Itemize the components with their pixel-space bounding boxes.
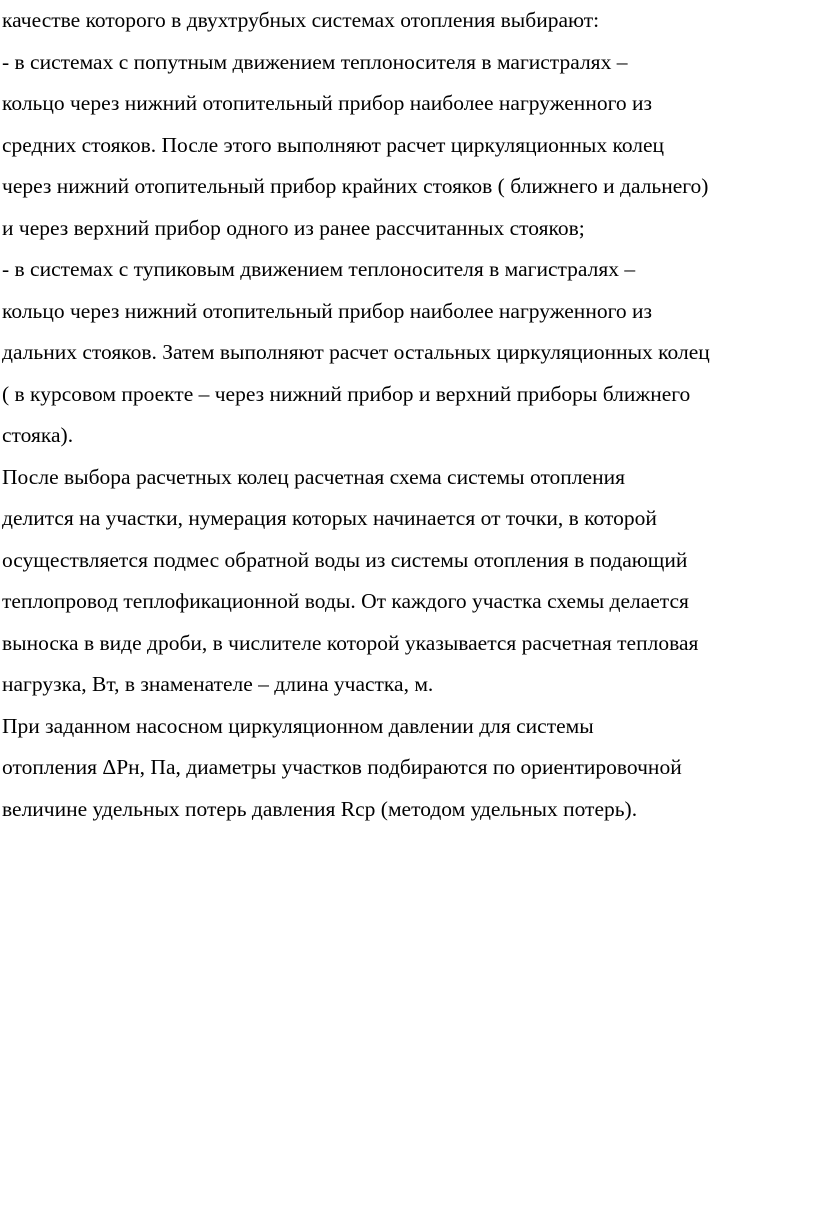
text-line: теплопровод теплофикационной воды. От каждого участка схемы делается xyxy=(2,589,689,613)
text-line: отопления ΔPн, Па, диаметры участков подбираются по ориентировочной xyxy=(2,755,682,779)
text-line: кольцо через нижний отопительный прибор наиболее нагруженного из xyxy=(2,298,652,323)
text-line: При заданном насосном циркуляционном давлении для системы xyxy=(2,713,594,738)
text-line: качестве которого в двухтрубных системах отопления выбирают: xyxy=(2,8,600,32)
text-line: осуществляется подмес обратной воды из системы отопления в подающий xyxy=(2,547,688,572)
text-line: через нижний отопительный прибор крайних стояков ( ближнего и дальнего) xyxy=(2,174,709,198)
text-line: выноска в виде дроби, в числителе которой указывается расчетная тепловая xyxy=(2,630,699,655)
text-line: - в системах с попутным движением теплоносителя в магистралях – xyxy=(2,49,628,74)
text-line: После выбора расчетных колец расчетная схема системы отопления xyxy=(2,464,625,489)
text-line: делится на участки, нумерация которых начинается от точки, в которой xyxy=(2,506,657,530)
document-text xyxy=(2,0,814,830)
text-line: и через верхний прибор одного из ранее рассчитанных стояков; xyxy=(2,215,585,240)
text-line: стояка). xyxy=(2,423,74,447)
text-line: величине удельных потерь давления Rср (методом удельных потерь). xyxy=(2,796,638,821)
text-line: кольцо через нижний отопительный прибор наиболее нагруженного из xyxy=(2,91,652,115)
text-line: ( в курсовом проекте – через нижний прибор и верхний приборы ближнего xyxy=(2,381,691,406)
text-line: нагрузка, Вт, в знаменателе – длина участка, м. xyxy=(2,672,434,696)
text-line: - в системах с тупиковым движением теплоносителя в магистралях – xyxy=(2,257,636,281)
text-line: дальних стояков. Затем выполняют расчет остальных циркуляционных колец xyxy=(2,340,710,364)
text-line: средних стояков. После этого выполняют расчет циркуляционных колец xyxy=(2,132,665,157)
